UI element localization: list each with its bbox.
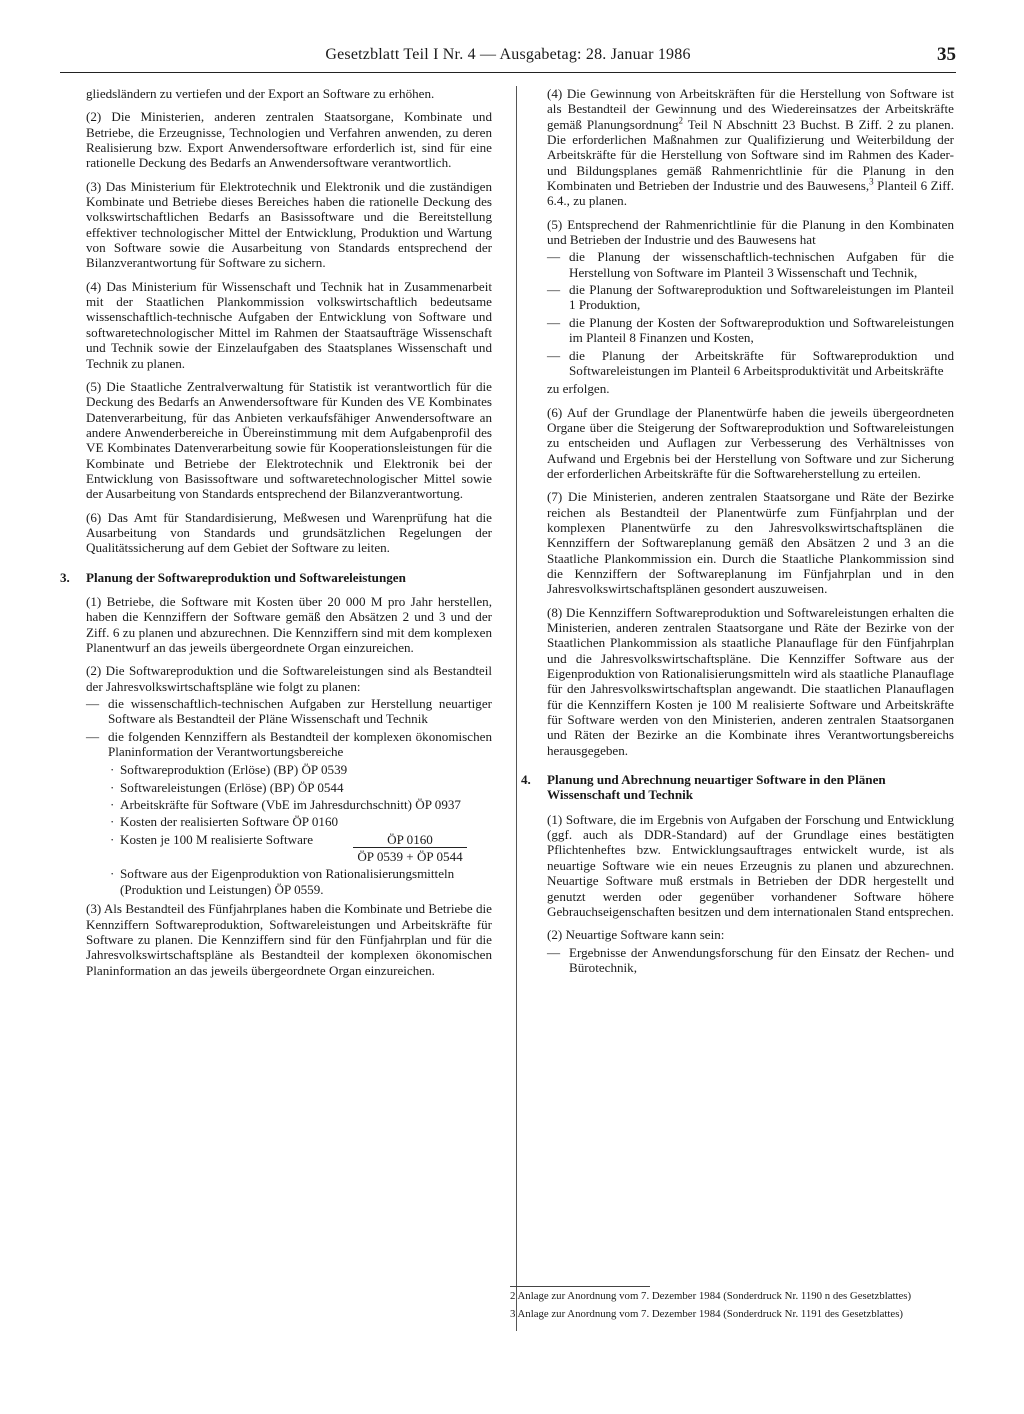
section-number: 4. [521, 772, 531, 788]
paragraph: (3) Das Ministerium für Elektrotechnik und Elektronik und die zuständigen Kombinate und Betriebe dieses Bereiches haben die rationelle Deckung des volkswirtschaftlichen Bedarfs an Basissoftware und die Bereitstellung effektiver technologischer Mittel der Entwicklung, Produktion und Wartung von Software sowie die Ausarbeitung von Standards entsprechend der Bilanzverantwortung für Software zu sichern. [86, 178, 492, 271]
section-title: Planung und Abrechnung neuartiger Software in den Plänen Wissenschaft und Technik [547, 772, 886, 803]
indicator-item-fraction [86, 832, 492, 865]
list-item-text: die folgenden Kennziffern als Bestandteil der komplexen ökonomischen Planinformation der Verantwortungsbereiche [108, 728, 492, 760]
section-title: Planung der Softwareproduktion und Softwareleistungen [86, 569, 406, 585]
paragraph: (5) Die Staatliche Zentralverwaltung für Statistik ist verantwortlich für die Deckung des Bedarfs an Anwendersoftware für Kunden des VE Kombinates Datenverarbeitung, für das Anbieten verkaufsfähiger Anwendersoftware an andere Anwenderbereiche in Übereinstimmung mit dem Aufgabenprofil des VE Kombinates Datenverarbeitung sowie für Kooperationsleistungen für die Kombinate und Betriebe der Elektrotechnik und Elektronik bei der Entwicklung von Basissoftware und softwaretechnologischer Mittel sowie der Ausarbeitung von Standards entsprechend der Bilanzverantwortung. [86, 378, 492, 502]
dash-list [86, 696, 492, 897]
footnotes [510, 1286, 954, 1327]
section-number: 3. [60, 569, 70, 585]
paragraph: (2) Neuartige Software kann sein: [547, 927, 725, 943]
paragraph-text: (4) Die Gewinnung von Arbeitskräften für die Herstellung von Software ist als Bestandteil der Gewinnung und des Wiedereinsatzes der Arbeitskräfte gemäß Planungsordnung [547, 86, 954, 132]
list-item [86, 729, 492, 897]
indicator-item: · Softwareleistungen (Erlöse) (BP) ÖP 0544 [86, 780, 492, 795]
header-title: Gesetzblatt Teil I Nr. 4 — Ausgabetag: 28. Januar 1986 [325, 46, 691, 63]
paragraph-text: Planteil 6 Ziff. 6.4., zu planen. [547, 178, 954, 209]
section-heading-4 [521, 772, 954, 803]
paragraph: (8) Die Kennziffern Softwareproduktion und Softwareleistungen erhalten die Ministerien, anderen zentralen Staatsorgane und Räte der Bezirke von der Staatlichen Plankommission als staatliche Planauflage für den Fünfjahrplan und die Jahresvolkswirtschaftspläne. Die Kennziffer Software aus der Eigenproduktion von Rationalisierungsmitteln wird als staatliche Planauflage für den Jahresvolkswirtschaftsplan angewandt. Die staatlichen Planauflagen für die Kennziffern Kosten je 100 M realisierte Software und Arbeitskräfte für Software werden von den Ministerien, anderen zentralen Staatsorganen und Räten der Bezirke an die Kombinate ihres Verantwortungsbereichs herausgegeben. [547, 604, 954, 758]
paragraph: (1) Betriebe, die Software mit Kosten über 20 000 M pro Jahr herstellen, haben die Kennziffern der Software gemäß den Absätzen 2 und 3 und der Ziff. 6 zu planen und abzurechnen. Die Kennziffern sind mit dem komplexen Planentwurf an das jeweils übergeordnete Organ einzureichen. [86, 593, 492, 655]
page-header [60, 44, 956, 73]
footnote: 2 Anlage zur Anordnung vom 7. Dezember 1984 (Sonderdruck Nr. 1190 n des Gesetzblattes) [510, 1290, 912, 1302]
column-divider [516, 86, 517, 1331]
list-item: — die Planung der Softwareproduktion und Softwareleistungen im Planteil 1 Produktion, [547, 282, 954, 313]
list-item: — Ergebnisse der Anwendungsforschung für den Einsatz der Rechen- und Bürotechnik, [547, 945, 954, 976]
paragraph: (1) Software, die im Ergebnis von Aufgaben der Forschung und Entwicklung (ggf. auch als DDR-Standard) auf der Grundlage eines bestätigten Pflichtenheftes bzw. Entwicklungsauftrages entwickelt wurde, ist als neuartige Software wie ein neues Erzeugnis zu planen und abzurechnen. Neuartige Software muß erstmals in Betrieben der DDR hergestellt und genutzt werden oder gegenüber vorhandener Software höhere Gebrauchseigenschaften besitzen und dem internationalen Stand entsprechen. [547, 811, 954, 919]
paragraph: (7) Die Ministerien, anderen zentralen Staatsorgane und Räte der Bezirke reichen als Bestandteil der Planentwürfe zum Fünfjahrplan und der komplexen Planentwürfe zu den Jahresvolkswirtschaftsplänen die Kennziffern der Softwareplanung gemäß den Absätzen 2 und 3 an die Staatliche Plankommission ein. Durch die Staatliche Plankommission sind die Kennziffern der Softwareplanung im Fünfjahrplan und in den Jahresvolkswirtschaftsplänen gesondert auszuweisen. [547, 489, 954, 597]
fraction [342, 832, 478, 865]
section-heading-3 [60, 569, 492, 585]
paragraph: (6) Auf der Grundlage der Planentwürfe haben die jeweils übergeordneten Organe über die Steigerung der Softwareproduktion und Softwareleistungen zu entscheiden und Auflagen zur Verbesserung des Verhältnisses von Aufwand und Ergebnis bei der Herstellung von Software und zur Sicherung der erforderlichen Arbeitskräfte für die Softwareherstellung zu erteilen. [547, 404, 954, 481]
right-column [521, 86, 954, 978]
dash-list [547, 249, 954, 378]
list-item: — die wissenschaftlich-technischen Aufgaben zur Herstellung neuartiger Software als Bestandteil der Pläne Wissenschaft und Technik [86, 696, 492, 727]
footnote: 3 Anlage zur Anordnung vom 7. Dezember 1984 (Sonderdruck Nr. 1191 des Gesetzblattes) [510, 1308, 903, 1321]
indicator-item: · Arbeitskräfte für Software (VbE im Jahresdurchschnitt) ÖP 0937 [86, 797, 492, 812]
list-item: — die Planung der Arbeitskräfte für Softwareproduktion und Softwareleistungen im Planteil 6 Arbeitsproduktivität und Arbeitskräfte [547, 348, 954, 379]
paragraph: (6) Das Amt für Standardisierung, Meßwesen und Warenprüfung hat die Ausarbeitung von Standards und grundsätzlichen Regelungen der Qualitätssicherung auf dem Gebiet der Software zu leiten. [86, 509, 492, 556]
indicator-item: · Software aus der Eigenproduktion von Rationalisierungsmitteln (Produktion und Leistungen) ÖP 0559. [86, 866, 492, 897]
indicator-list [86, 762, 492, 897]
indicator-item: · Softwareproduktion (Erlöse) (BP) ÖP 0539 [86, 762, 492, 777]
paragraph: (2) Die Softwareproduktion und die Softwareleistungen sind als Bestandteil der Jahresvolkswirtschaftspläne wie folgt zu planen: [86, 663, 492, 694]
fraction-numerator: ÖP 0160 [387, 831, 433, 847]
paragraph: gliedsländern zu vertiefen und der Export an Software zu erhöhen. [86, 86, 435, 101]
footnote-rule [510, 1286, 650, 1287]
footnote-ref: 3 [869, 176, 874, 187]
list-item: — die Planung der Kosten der Softwareproduktion und Softwareleistungen im Planteil 8 Finanzen und Kosten, [547, 315, 954, 346]
fraction-label: · Kosten je 100 M realisierte Software [120, 831, 314, 847]
fraction-denominator: ÖP 0539 + ÖP 0544 [353, 847, 466, 864]
paragraph: (2) Die Ministerien, anderen zentralen Staatsorgane, Kombinate und Betriebe, die Erzeugnisse, Technologien und Verfahren anwenden, zu deren Realisierung bzw. Export Anwendersoftware erforderlich ist, sind für eine rationelle Deckung des Bedarfs an Anwendersoftware verantwortlich. [86, 109, 492, 171]
indicator-item: · Kosten der realisierten Software ÖP 0160 [86, 814, 492, 829]
footnote-ref: 2 [678, 115, 684, 126]
paragraph-text: Teil N Abschnitt 23 Buchst. B Ziff. 2 zu planen. Die erforderlichen Maßnahmen zur Qualifizierung und Weiterbildung der Arbeitskräfte für die Herstellung von Software sind im Rahmen des Kader- und Bildungsplanes gemäß Rahmenrichtlinie für die Planung in den Kombinaten und Betrieben der Industrie und des Bauwesens, [547, 116, 954, 194]
paragraph [547, 86, 954, 209]
paragraph: (4) Das Ministerium für Wissenschaft und Technik hat in Zusammenarbeit mit der Staatlichen Plankommission volkswirtschaftlich bedeutsame wissenschaftlich-technische Aufgaben der Entwicklung von Software und softwaretechnologischer Mittel im Rahmen der Staatsaufträge Wissenschaft und Technik sowie der Einzelaufgaben des Staatsplanes Wissenschaft und Technik zu planen. [86, 278, 492, 371]
list-item: — die Planung der wissenschaftlich-technischen Aufgaben für die Herstellung von Software im Planteil 3 Wissenschaft und Technik, [547, 249, 954, 280]
dash-list [547, 945, 954, 976]
page-number: 35 [937, 44, 956, 65]
paragraph: zu erfolgen. [547, 381, 610, 397]
left-column [60, 86, 492, 986]
paragraph: (3) Als Bestandteil des Fünfjahrplanes haben die Kombinate und Betriebe die Kennziffern Softwareproduktion, Softwareleistungen und Arbeitskräfte für Software zu planen. Die Kennziffern sind für den Fünfjahrplan und für die Jahresvolkswirtschaftspläne als Bestandteil der komplexen ökonomischen Planinformation an das jeweils übergeordnete Organ einzureichen. [86, 901, 492, 978]
paragraph: (5) Entsprechend der Rahmenrichtlinie für die Planung in den Kombinaten und Betrieben der Industrie und des Bauwesens hat [547, 216, 954, 248]
